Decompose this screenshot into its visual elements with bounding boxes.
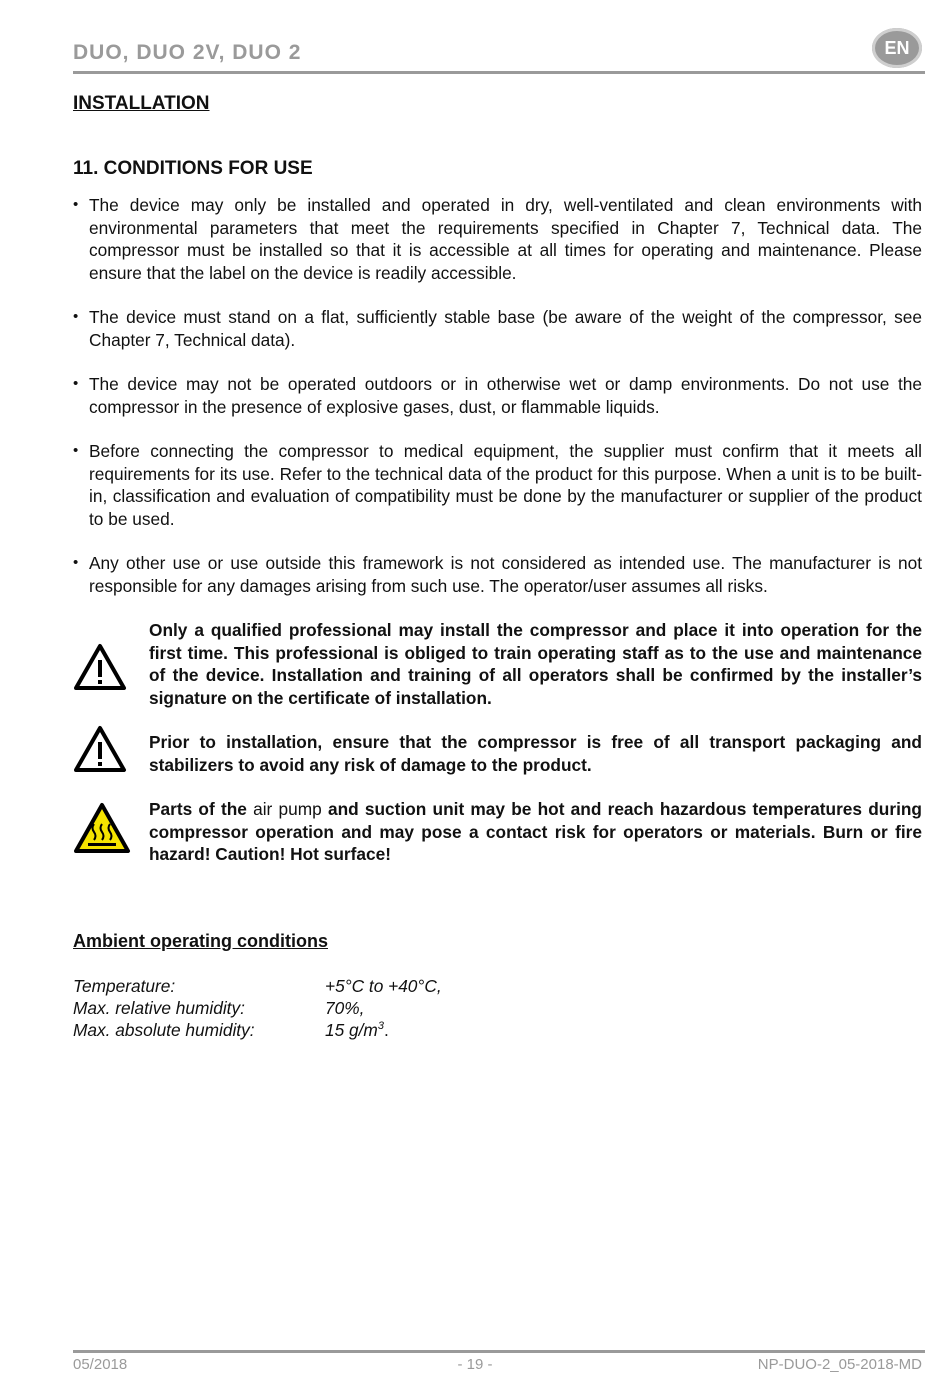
condition-superscript: 3 bbox=[377, 1020, 384, 1033]
condition-value: +5°C to +40°C, bbox=[325, 976, 442, 996]
list-item-text: The device may not be operated outdoors or in otherwise wet or damp environments. Do not use the compressor in the presence of explosive gases, dust, or flammable liquids. bbox=[89, 374, 922, 417]
list-item bbox=[73, 440, 922, 530]
document-title: DUO, DUO 2V, DUO 2 bbox=[73, 41, 302, 64]
footer-date: 05/2018 bbox=[73, 1356, 128, 1373]
footer-divider bbox=[73, 1350, 925, 1353]
warning-triangle-icon bbox=[73, 725, 127, 773]
list-item-text: The device must stand on a flat, sufficiently stable base (be aware of the weight of the compressor, see Chapter 7, Technical data). bbox=[89, 307, 922, 350]
hot-surface-icon bbox=[73, 802, 131, 854]
warning-block bbox=[73, 619, 922, 709]
warning-text: Only a qualified professional may install the compressor and place it into operation for the first time. This professional is obliged to train operating staff as to the use and maintenance of the device. Installation and training of all operators shall be confirmed by the installer’s signature on the certificate of installation. bbox=[149, 620, 922, 708]
list-item bbox=[73, 552, 922, 597]
list-item-text: Before connecting the compressor to medical equipment, the supplier must confirm that it meets all requirements for its use. Refer to the technical data of the product for this purpose. When a unit is to be built-in, classification and evaluation of compatibility must be done by the manufacturer or supplier of the product to be used. bbox=[89, 441, 922, 529]
document-code: NP-DUO-2_05-2018-MD bbox=[757, 1356, 922, 1373]
condition-label: Temperature: bbox=[73, 976, 176, 996]
warning-block bbox=[73, 731, 922, 776]
bullet-icon: • bbox=[73, 308, 79, 325]
list-item-text: Any other use or use outside this framework is not considered as intended use. The manufacturer is not responsible for any damages arising from such use. The operator/user assumes all risks. bbox=[89, 553, 922, 596]
bullet-icon: • bbox=[73, 375, 79, 392]
warning-text: Prior to installation, ensure that the compressor is free of all transport packaging and stabilizers to avoid any risk of damage to the product. bbox=[149, 732, 922, 775]
bullet-icon: • bbox=[73, 196, 79, 213]
condition-label: Max. absolute humidity: bbox=[73, 1020, 255, 1040]
ambient-conditions-title: Ambient operating conditions bbox=[73, 931, 328, 951]
warning-text bbox=[149, 798, 922, 866]
bullet-icon: • bbox=[73, 554, 79, 571]
condition-row bbox=[73, 1020, 389, 1041]
list-item bbox=[73, 306, 922, 351]
bullet-icon: • bbox=[73, 442, 79, 459]
condition-row bbox=[73, 976, 442, 997]
chapter-title: 11. CONDITIONS FOR USE bbox=[73, 158, 313, 179]
condition-value: 70%, bbox=[325, 998, 365, 1018]
language-badge: EN bbox=[872, 28, 922, 68]
condition-label: Max. relative humidity: bbox=[73, 998, 245, 1018]
warning-triangle-icon bbox=[73, 643, 127, 691]
hot-surface-warning-block bbox=[73, 798, 922, 866]
list-item-text: The device may only be installed and operated in dry, well-ventilated and clean environments with environmental parameters that meet the requirements specified in Chapter 7, Technical data. The compressor must be installed so that it is accessible at all times for operating and maintenance. Please ensure that the label on the device is readily accessible. bbox=[89, 195, 922, 283]
list-item bbox=[73, 373, 922, 418]
warning-text-bold: and suction unit may be hot and reach hazardous temperatures during compressor operation and may pose a contact risk for operators or materials. Burn or fire hazard! Caution! Hot surface! bbox=[149, 799, 922, 864]
warning-text-normal: air pump bbox=[246, 799, 328, 819]
page-number: - 19 - bbox=[457, 1356, 493, 1373]
header-divider bbox=[73, 71, 925, 74]
section-title: INSTALLATION bbox=[73, 93, 210, 114]
conditions-list bbox=[73, 194, 922, 619]
condition-suffix: . bbox=[383, 1020, 389, 1040]
list-item bbox=[73, 194, 922, 284]
condition-row bbox=[73, 998, 364, 1019]
warning-text-bold: Parts of the bbox=[149, 799, 247, 819]
condition-value: 15 g/m bbox=[325, 1020, 378, 1040]
